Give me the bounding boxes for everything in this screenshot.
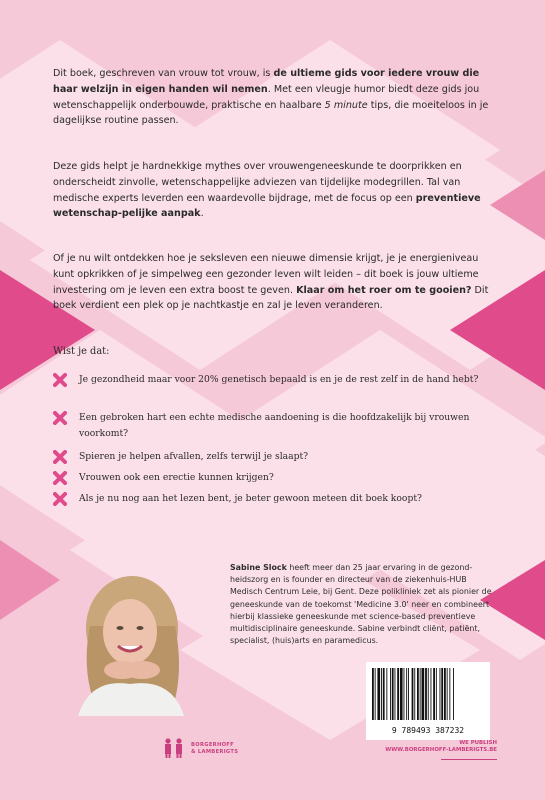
x-mark-icon — [53, 492, 67, 506]
author-bio — [230, 562, 500, 647]
author-photo — [50, 566, 210, 716]
barcode-bars — [366, 662, 490, 724]
mythes-paragraph: Deze gids helpt je hardnekkige mythes over vrouwengeneeskunde te doorprikken en onderscheidt zinvolle, wetenschappelijke adviezen van tijdelijke modegrillen. Tal van medische experts leverden een waardevolle bijdrage, met de focus op een preventieve wetenschap-pelijke aanpak. — [53, 161, 481, 220]
publisher-tagline: WE PUBLISH WWW.BORGERHOFF-LAMBERIGTS.BE — [385, 740, 497, 753]
author-name: Sabine Slock — [230, 563, 287, 572]
x-mark-icon — [53, 373, 67, 387]
x-mark-icon — [53, 471, 67, 485]
call-to-action-paragraph: Of je nu wilt ontdekken hoe je seksleven een nieuwe dimensie krijgt, je je energieniveau kunt opkrikken of je simpelweg een gezonder leven wilt leiden – dit boek is jouw ultieme investering om je leven een extra boost te geven. Klaar om het roer om te gooien? Dit boek verdient een plek op je nachtkastje en zal je leven veranderen. — [53, 253, 489, 312]
wist-je-dat-heading: Wist je dat: — [53, 346, 110, 357]
x-mark-icon — [53, 450, 67, 464]
author-bio-text: heeft meer dan 25 jaar ervaring in de gezond-heidszorg en is founder en directeur van de ziekenhuis-HUB Medisch Centrum Leie, bij Gent. Deze polikliniek zet als pionier de geneeskunde van de toekomst 'Medicine 3.0' neer en combineert hierbij klassieke geneeskunde met science-based preventieve multidisciplinaire geneeskunde. Sabine verbindt cliënt, patiënt, specialist, (huis)arts en paramedicus. — [230, 563, 492, 646]
two-figures-logo-icon — [162, 738, 188, 758]
isbn-number: 9 789493 387232 — [391, 726, 465, 735]
x-mark-icon — [53, 411, 67, 425]
publisher-underline — [441, 759, 497, 760]
intro-paragraph: Dit boek, geschreven van vrouw tot vrouw, is de ultieme gids voor iedere vrouw die haar welzijn in eigen handen wil nemen. Met een vleugje humor biedt deze gids jou wetenschappelijk onderbouwde, praktische en haalbare 5 minute tips, die moeiteloos in je dagelijkse routine passen. — [53, 68, 489, 127]
publisher-logo-text: BORGERHOFF & LAMBERIGTS — [191, 742, 239, 755]
